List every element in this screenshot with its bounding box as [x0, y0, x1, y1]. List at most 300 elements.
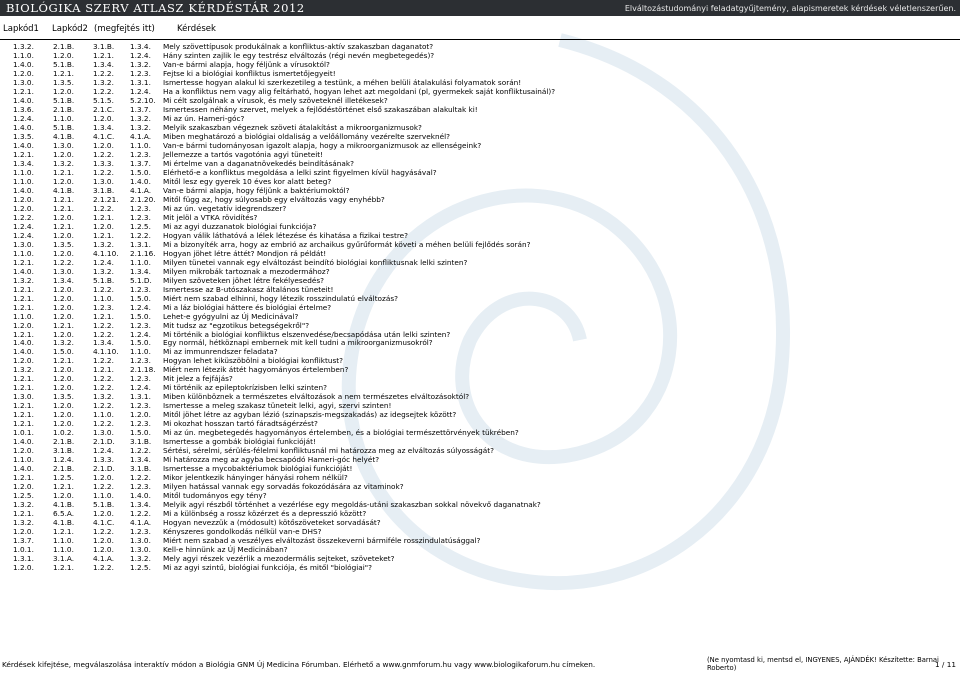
cell-question: Miért nem szabad elhinni, hogy létezik rosszindulatú elváltozás?: [163, 293, 398, 303]
cell-code3: 1.3.4.: [93, 59, 114, 69]
cell-code2: 1.2.1.: [53, 203, 74, 213]
cell-code3: 1.2.2.: [93, 329, 114, 339]
table-row: [0, 87, 960, 96]
cell-question: Mi a különbség a rossz közérzet és a depresszió között?: [163, 509, 367, 519]
cell-code1: 1.2.5.: [13, 491, 34, 501]
table-row: [0, 276, 960, 285]
cell-code2: 1.2.1.: [53, 68, 74, 78]
cell-code4: 1.1.0.: [130, 347, 151, 357]
cell-question: Mit tudsz az "egzotikus betegségekről"?: [163, 320, 310, 330]
cell-code2: 1.2.0.: [53, 212, 74, 222]
cell-code1: 1.2.1.: [13, 257, 34, 267]
cell-code4: 3.1.B.: [130, 464, 152, 474]
table-row: [0, 177, 960, 186]
cell-question: Hogyan válik láthatóvá a lélek létezése és kihatása a fizikai testre?: [163, 230, 409, 240]
cell-code3: 1.2.2.: [93, 68, 114, 78]
cell-code3: 4.1.10.: [93, 347, 119, 357]
cell-code2: 1.2.1.: [53, 221, 74, 231]
cell-code3: 1.2.2.: [93, 149, 114, 159]
cell-question: Milyen tünetei vannak egy elváltozást beindító biológiai konfliktusnak lelki szinten?: [163, 257, 468, 267]
cell-code2: 6.5.A.: [53, 509, 75, 519]
cell-code3: 5.1.B.: [93, 500, 115, 510]
cell-code1: 1.3.1.: [13, 554, 34, 564]
cell-code3: 5.1.5.: [93, 95, 114, 105]
table-row: [0, 491, 960, 500]
cell-code1: 1.1.0.: [13, 167, 34, 177]
table-row: [0, 455, 960, 464]
table-row: [0, 240, 960, 249]
cell-code4: 1.2.4.: [130, 302, 151, 312]
cell-question: Ismertesse a gombák biológiai funkcióját!: [163, 437, 316, 447]
cell-code1: 1.4.0.: [13, 59, 34, 69]
cell-code4: 1.3.2.: [130, 554, 151, 564]
cell-code2: 4.1.B.: [53, 518, 75, 528]
cell-code4: 1.3.7.: [130, 104, 151, 114]
cell-code4: 1.3.4.: [130, 266, 151, 276]
cell-code3: 1.2.4.: [93, 446, 114, 456]
cell-code4: 1.2.3.: [130, 527, 151, 537]
cell-code1: 1.2.1.: [13, 419, 34, 429]
column-header-kerdesek: Kérdések: [177, 24, 216, 34]
cell-code1: 1.2.1.: [13, 86, 34, 96]
cell-code3: 1.2.0.: [93, 113, 114, 123]
cell-question: Mi értelme van a daganatnövekedés beindításának?: [163, 158, 354, 168]
cell-code2: 2.1.B.: [53, 42, 75, 51]
cell-code2: 1.2.0.: [53, 293, 74, 303]
page-footer: [0, 655, 960, 673]
table-row: [0, 222, 960, 231]
table-row: [0, 267, 960, 276]
cell-code3: 1.2.2.: [93, 320, 114, 330]
cell-code4: 1.3.0.: [130, 545, 151, 555]
cell-code3: 4.1.C.: [93, 131, 115, 141]
cell-code2: 1.3.5.: [53, 392, 74, 402]
cell-code4: 1.3.0.: [130, 536, 151, 546]
table-row: [0, 150, 960, 159]
cell-code4: 1.4.0.: [130, 491, 151, 501]
cell-code4: 1.2.3.: [130, 356, 151, 366]
table-row: [0, 186, 960, 195]
cell-question: Mi a láz biológiai háttere és biológiai értelme?: [163, 302, 332, 312]
document-subtitle: Elváltozástudományi feladatgyűjtemény, alapismeretek kérdések véletlenszerűen.: [624, 3, 956, 13]
cell-code3: 1.2.2.: [93, 284, 114, 294]
cell-code3: 1.2.1.: [93, 311, 114, 321]
table-row: [0, 321, 960, 330]
cell-question: Ha a konfliktus nem vagy alig feltárható, hogyan lehet azt megoldani (pl, gyermekek saját konfliktusainál)?: [163, 86, 556, 96]
cell-question: Mi történik az epileptokrízisben lelki szinten?: [163, 383, 327, 393]
cell-question: Mi az agyi duzzanatok biológiai funkciója?: [163, 221, 317, 231]
cell-code4: 1.5.0.: [130, 428, 151, 438]
cell-code4: 1.2.4.: [130, 50, 151, 60]
table-header: [0, 20, 960, 38]
cell-code4: 1.3.1.: [130, 77, 151, 87]
cell-code1: 1.4.0.: [13, 437, 34, 447]
table-row: [0, 365, 960, 374]
cell-question: Ismertesse a meleg szakasz tüneteit lelki, agyi, szervi szinten!: [163, 401, 392, 411]
cell-code3: 2.1.D.: [93, 437, 115, 447]
cell-code1: 1.3.7.: [13, 536, 34, 546]
cell-code3: 1.2.1.: [93, 212, 114, 222]
cell-code1: 1.1.0.: [13, 176, 34, 186]
cell-question: Miben különböznek a természetes elváltozások a nem természetes elváltozásoktól?: [163, 392, 470, 402]
cell-code3: 2.1.D.: [93, 464, 115, 474]
top-bar: [0, 0, 960, 16]
table-row: [0, 518, 960, 527]
cell-code3: 1.3.3.: [93, 455, 114, 465]
cell-code4: 2.1.20.: [130, 194, 156, 204]
cell-code1: 1.1.0.: [13, 50, 34, 60]
cell-question: Hány szinten zajlik le egy testrész elváltozás (régi nevén megbetegedés)?: [163, 50, 435, 60]
cell-code4: 1.2.2.: [130, 473, 151, 483]
cell-question: Mitől jöhet létre az agyban lézió (szinapszis-megszakadás) az idegsejtek között?: [163, 410, 457, 420]
cell-code2: 1.2.4.: [53, 455, 74, 465]
cell-code2: 1.2.0.: [53, 365, 74, 375]
cell-question: Mi az ún. megbetegedés hagyományos értelemben, és a biológiai természettörvények tükrében?: [163, 428, 519, 438]
column-header-lapkod1: Lapkód1: [3, 24, 39, 34]
cell-question: Van-e bármi tudományosan igazolt alapja, hogy a mikroorganizmusok az ellenségeink?: [163, 140, 482, 150]
cell-code1: 1.4.0.: [13, 185, 34, 195]
cell-code4: 1.3.4.: [130, 455, 151, 465]
table-row: [0, 536, 960, 545]
column-header-megfejtes: (megfejtés itt): [94, 24, 155, 34]
cell-code4: 1.5.0.: [130, 311, 151, 321]
cell-code1: 1.2.0.: [13, 563, 34, 573]
cell-question: Hogyan jöhet létre áttét? Mondjon rá példát!: [163, 248, 327, 258]
cell-question: Mi az ún. Hameri-góc?: [163, 113, 245, 123]
cell-code1: 1.0.1.: [13, 545, 34, 555]
page-number: 1 / 11: [934, 659, 956, 669]
document-title: BIOLÓGIKA SZERV ATLASZ KÉRDÉSTÁR 2012: [6, 1, 305, 15]
cell-code3: 5.1.B.: [93, 275, 115, 285]
cell-code1: 1.2.4.: [13, 221, 34, 231]
cell-code3: 1.2.0.: [93, 473, 114, 483]
table-row: [0, 60, 960, 69]
cell-code3: 1.2.2.: [93, 356, 114, 366]
cell-code4: 1.2.3.: [130, 284, 151, 294]
cell-code2: 4.1.B.: [53, 185, 75, 195]
cell-code1: 1.4.0.: [13, 95, 34, 105]
table-row: [0, 213, 960, 222]
cell-code2: 2.1.B.: [53, 464, 75, 474]
table-row: [0, 285, 960, 294]
cell-code4: 1.2.5.: [130, 563, 151, 573]
cell-code4: 1.5.0.: [130, 338, 151, 348]
cell-code3: 1.2.1.: [93, 50, 114, 60]
cell-code4: 1.3.7.: [130, 158, 151, 168]
cell-code3: 1.1.0.: [93, 410, 114, 420]
cell-code4: 1.3.1.: [130, 392, 151, 402]
cell-question: Mi történik a biológiai konfliktus elszenvedése/becsapódása után lelki szinten?: [163, 329, 451, 339]
cell-code4: 1.2.2.: [130, 509, 151, 519]
cell-code1: 1.3.0.: [13, 239, 34, 249]
cell-code1: 1.4.0.: [13, 464, 34, 474]
cell-code4: 1.3.2.: [130, 59, 151, 69]
cell-code4: 1.2.4.: [130, 329, 151, 339]
table-row: [0, 123, 960, 132]
cell-code3: 1.2.2.: [93, 419, 114, 429]
cell-code3: 4.1.A.: [93, 554, 115, 564]
cell-code1: 1.2.1.: [13, 509, 34, 519]
cell-question: Hogyan nevezzük a (módosult) kötőszöveteket sorvadását?: [163, 518, 381, 528]
cell-code1: 1.2.1.: [13, 374, 34, 384]
cell-code3: 1.2.0.: [93, 509, 114, 519]
table-row: [0, 195, 960, 204]
table-row: [0, 294, 960, 303]
cell-code3: 1.3.0.: [93, 176, 114, 186]
header-divider: [0, 39, 960, 40]
table-row: [0, 159, 960, 168]
cell-code4: 4.1.A.: [130, 185, 152, 195]
column-header-lapkod2: Lapkód2: [52, 24, 88, 34]
cell-code1: 1.1.0.: [13, 455, 34, 465]
cell-code4: 1.3.2.: [130, 122, 151, 132]
cell-question: Mi okozhat hosszan tartó fáradtságérzést?: [163, 419, 318, 429]
cell-code3: 1.2.2.: [93, 401, 114, 411]
cell-code2: 5.1.B.: [53, 95, 75, 105]
table-row: [0, 482, 960, 491]
table-row: [0, 114, 960, 123]
cell-code4: 5.2.10.: [130, 95, 156, 105]
cell-code2: 3.1.B.: [53, 446, 75, 456]
cell-code1: 1.3.2.: [13, 42, 34, 51]
cell-code4: 1.5.0.: [130, 167, 151, 177]
table-row: [0, 330, 960, 339]
cell-question: Mi a bizonyíték arra, hogy az embrió az archaikus gyűrűformát követi a méhen belüli fejlődés során?: [163, 239, 531, 249]
cell-code2: 1.2.0.: [53, 248, 74, 258]
table-row: [0, 258, 960, 267]
table-row: [0, 392, 960, 401]
cell-question: Jellemezze a tartós vagotónia agyi tüneteit!: [163, 149, 324, 159]
cell-question: Milyen hatással vannak egy sorvadás fokozódására az vitaminok?: [163, 482, 404, 492]
cell-question: Mitől függ az, hogy súlyosabb egy elváltozás vagy enyhébb?: [163, 194, 385, 204]
table-row: [0, 410, 960, 419]
cell-code1: 1.4.0.: [13, 140, 34, 150]
table-row: [0, 338, 960, 347]
cell-question: Mely agyi részek vezérlik a mezodermális sejteket, szöveteket?: [163, 554, 395, 564]
cell-code2: 1.3.5.: [53, 239, 74, 249]
cell-code4: 1.2.3.: [130, 68, 151, 78]
cell-code3: 1.2.1.: [93, 365, 114, 375]
table-row: [0, 554, 960, 563]
cell-code2: 1.1.0.: [53, 113, 74, 123]
cell-question: Mi az immunrendszer feladata?: [163, 347, 278, 357]
table-row: [0, 69, 960, 78]
cell-code3: 1.2.2.: [93, 203, 114, 213]
cell-question: Kényszeres gondolkodás nélkül van-e DHS?: [163, 527, 322, 537]
cell-code1: 1.3.5.: [13, 131, 34, 141]
cell-code1: 1.2.1.: [13, 329, 34, 339]
cell-code2: 1.2.0.: [53, 491, 74, 501]
cell-question: Van-e bármi alapja, hogy féljünk a vírusoktól?: [163, 59, 330, 69]
cell-code2: 1.2.0.: [53, 50, 74, 60]
table-row: [0, 141, 960, 150]
cell-question: Van-e bármi alapja, hogy féljünk a baktériumoktól?: [163, 185, 350, 195]
cell-question: Ismertessen néhány szervet, melyek a fejlődéstörténet első szakaszában alakultak ki!: [163, 104, 478, 114]
cell-code1: 1.2.0.: [13, 203, 34, 213]
cell-question: Mit jelez a fejfájás?: [163, 374, 233, 384]
cell-code1: 1.4.0.: [13, 347, 34, 357]
cell-code3: 3.1.B.: [93, 185, 115, 195]
cell-code1: 1.2.0.: [13, 356, 34, 366]
cell-code3: 1.2.3.: [93, 302, 114, 312]
cell-code2: 5.1.B.: [53, 122, 75, 132]
cell-code1: 1.3.2.: [13, 365, 34, 375]
cell-question: Milyen szöveteken jöhet létre fekélyesedés?: [163, 275, 325, 285]
cell-code2: 1.2.1.: [53, 356, 74, 366]
cell-code2: 1.2.0.: [53, 176, 74, 186]
cell-question: Ismertesse hogyan alakul ki szerkezetileg a testünk, a méhen belüli átalakulási folyamatok során!: [163, 77, 522, 87]
cell-question: Milyen mikrobák tartoznak a mezodermához?: [163, 266, 330, 276]
cell-code2: 1.2.1.: [53, 563, 74, 573]
cell-code1: 1.4.0.: [13, 266, 34, 276]
cell-code2: 1.2.0.: [53, 401, 74, 411]
cell-code4: 1.2.2.: [130, 446, 151, 456]
cell-question: Miben meghatározó a biológiai oldaliság a velőállomány vezérelte szerveknél?: [163, 131, 450, 141]
table-row: [0, 303, 960, 312]
table-row: [0, 42, 960, 51]
cell-code4: 1.2.4.: [130, 86, 151, 96]
cell-code2: 2.1.B.: [53, 437, 75, 447]
cell-code1: 1.2.2.: [13, 212, 34, 222]
cell-code4: 1.2.3.: [130, 203, 151, 213]
cell-code3: 1.3.2.: [93, 266, 114, 276]
cell-code4: 1.2.3.: [130, 149, 151, 159]
cell-code2: 1.2.0.: [53, 149, 74, 159]
cell-code4: 1.3.4.: [130, 500, 151, 510]
cell-code4: 1.3.4.: [130, 42, 151, 51]
cell-question: Sértési, sérelmi, sérülés-félelmi konfliktusnál mi határozza meg az elváltozás súlyosságát?: [163, 446, 494, 456]
cell-code1: 1.2.1.: [13, 383, 34, 393]
cell-code1: 1.3.2.: [13, 518, 34, 528]
cell-code2: 1.2.1.: [53, 167, 74, 177]
cell-code2: 4.1.B.: [53, 500, 75, 510]
cell-code3: 2.1.21.: [93, 194, 119, 204]
cell-code3: 4.1.10.: [93, 248, 119, 258]
cell-code1: 1.2.1.: [13, 293, 34, 303]
cell-code1: 1.0.1.: [13, 428, 34, 438]
cell-code2: 1.3.0.: [53, 266, 74, 276]
cell-question: Hogyan lehet kiküszöbölni a biológiai konfliktust?: [163, 356, 344, 366]
cell-code1: 1.3.0.: [13, 77, 34, 87]
cell-code2: 1.2.5.: [53, 473, 74, 483]
cell-code3: 1.2.2.: [93, 482, 114, 492]
table-row: [0, 204, 960, 213]
table-row: [0, 500, 960, 509]
cell-code2: 5.1.B.: [53, 59, 75, 69]
cell-code3: 1.3.2.: [93, 239, 114, 249]
cell-code1: 1.2.1.: [13, 302, 34, 312]
table-row: [0, 527, 960, 536]
cell-code4: 1.2.2.: [130, 230, 151, 240]
cell-code1: 1.2.0.: [13, 68, 34, 78]
cell-code4: 1.2.3.: [130, 212, 151, 222]
cell-question: Mitől tudományos egy tény?: [163, 491, 267, 501]
cell-code3: 4.1.C.: [93, 518, 115, 528]
cell-code1: 1.1.0.: [13, 248, 34, 258]
cell-code2: 1.2.0.: [53, 383, 74, 393]
cell-question: Ismertesse a mycobaktériumok biológiai funkcióját!: [163, 464, 353, 474]
table-row: [0, 312, 960, 321]
cell-code2: 1.0.2.: [53, 428, 74, 438]
table-row: [0, 249, 960, 258]
cell-question: Fejtse ki a biológiai konfliktus ismertetőjegyeit!: [163, 68, 336, 78]
cell-code3: 1.2.2.: [93, 167, 114, 177]
cell-code4: 1.3.2.: [130, 113, 151, 123]
cell-question: Mit jelöl a VTKA rövidítés?: [163, 212, 258, 222]
cell-code2: 1.2.1.: [53, 527, 74, 537]
table-row: [0, 356, 960, 365]
cell-code2: 1.2.2.: [53, 257, 74, 267]
cell-code1: 1.2.4.: [13, 113, 34, 123]
cell-code2: 1.2.0.: [53, 311, 74, 321]
cell-code3: 1.2.2.: [93, 374, 114, 384]
cell-code3: 1.1.0.: [93, 293, 114, 303]
cell-code3: 1.1.0.: [93, 491, 114, 501]
table-row: [0, 347, 960, 356]
cell-question: Kell-e hinnünk az Új Medicinában?: [163, 545, 288, 555]
cell-code3: 1.2.1.: [93, 230, 114, 240]
cell-question: Mi az agyi szintű, biológiai funkciója, és mitől "biológiai"?: [163, 563, 372, 573]
cell-code2: 1.2.0.: [53, 410, 74, 420]
cell-question: Mely szövettípusok produkálnak a konfliktus-aktív szakaszban daganatot?: [163, 42, 434, 51]
cell-code2: 1.2.0.: [53, 230, 74, 240]
footer-author-note: (Ne nyomtasd ki, mentsd el, INGYENES, AJÁNDÉK! Készítette: Barnai Roberto): [707, 656, 939, 672]
cell-code2: 1.2.0.: [53, 86, 74, 96]
table-row: [0, 105, 960, 114]
cell-code3: 3.1.B.: [93, 42, 115, 51]
cell-question: Melyik szakaszban végeznek szöveti átalakítást a mikroorganizmusok?: [163, 122, 422, 132]
cell-code1: 1.2.1.: [13, 149, 34, 159]
table-row: [0, 419, 960, 428]
cell-question: Lehet-e gyógyulni az Új Medicinával?: [163, 311, 299, 321]
cell-code4: 1.2.3.: [130, 401, 151, 411]
cell-code4: 1.2.5.: [130, 221, 151, 231]
table-row: [0, 96, 960, 105]
cell-code4: 1.2.3.: [130, 320, 151, 330]
cell-code1: 1.4.0.: [13, 122, 34, 132]
question-table: [0, 42, 960, 572]
cell-code2: 1.3.5.: [53, 77, 74, 87]
cell-code1: 1.2.1.: [13, 401, 34, 411]
cell-code4: 2.1.16.: [130, 248, 156, 258]
cell-question: Miért nem létezik áttét hagyományos értelemben?: [163, 365, 349, 375]
cell-code2: 1.1.0.: [53, 536, 74, 546]
cell-code4: 1.2.4.: [130, 383, 151, 393]
cell-question: Mi az ún. vegetatív idegrendszer?: [163, 203, 287, 213]
cell-code2: 1.2.0.: [53, 329, 74, 339]
cell-code1: 1.1.0.: [13, 311, 34, 321]
cell-code2: 3.1.A.: [53, 554, 75, 564]
cell-question: Egy normál, hétköznapi embernek mit kell tudni a mikroorganizmusokról?: [163, 338, 433, 348]
cell-code3: 1.3.3.: [93, 158, 114, 168]
cell-code3: 1.2.4.: [93, 257, 114, 267]
cell-code3: 1.3.2.: [93, 77, 114, 87]
cell-code3: 1.3.0.: [93, 428, 114, 438]
cell-code2: 2.1.B.: [53, 104, 75, 114]
cell-code3: 2.1.C.: [93, 104, 115, 114]
table-row: [0, 374, 960, 383]
cell-code2: 1.2.0.: [53, 374, 74, 384]
cell-code2: 1.2.0.: [53, 302, 74, 312]
cell-code4: 1.3.1.: [130, 239, 151, 249]
cell-code3: 1.2.2.: [93, 383, 114, 393]
cell-code3: 1.2.0.: [93, 140, 114, 150]
cell-code2: 1.2.0.: [53, 284, 74, 294]
cell-code1: 1.4.0.: [13, 338, 34, 348]
table-row: [0, 231, 960, 240]
table-row: [0, 78, 960, 87]
cell-code1: 1.2.0.: [13, 194, 34, 204]
